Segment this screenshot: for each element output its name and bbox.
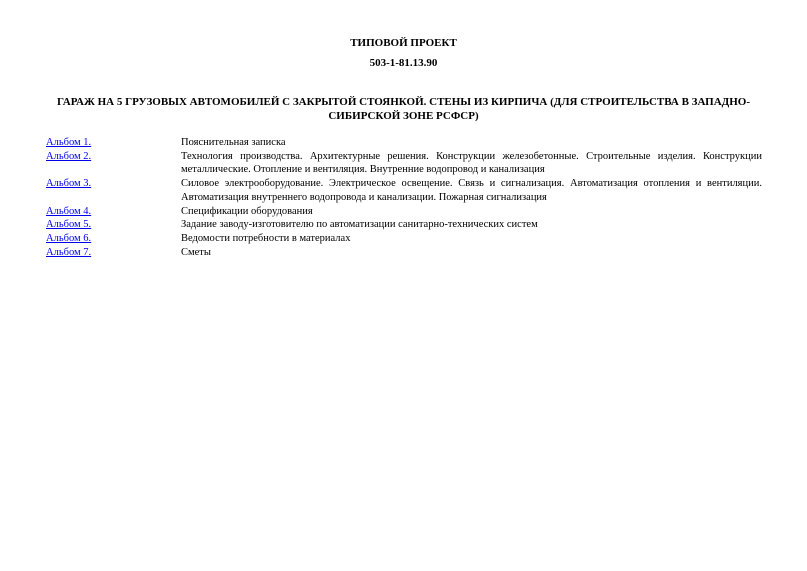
document-number: 503-1-81.13.90 [369, 57, 438, 69]
album-link-3[interactable]: Альбом 3. [46, 178, 92, 190]
document-title: ГАРАЖ НА 5 ГРУЗОВЫХ АВТОМОБИЛЕЙ С ЗАКРЫТОЙ СТОЯНКОЙ. СТЕНЫ ИЗ КИРПИЧА (ДЛЯ СТРОИТЕЛЬСТВА В ЗАПАДНО-СИБИРСКОЙ ЗОНЕ РСФСР) [56, 96, 751, 122]
album-row-7 [46, 246, 762, 260]
album-row-3 [46, 177, 762, 204]
album-row-1 [46, 136, 762, 150]
album-row-6 [46, 232, 762, 246]
album-link-7[interactable]: Альбом 7. [46, 246, 92, 258]
album-description-6: Ведомости потребности в материалах [181, 232, 351, 244]
document-type-heading: ТИПОВОЙ ПРОЕКТ [350, 37, 457, 49]
album-link-4[interactable]: Альбом 4. [46, 205, 92, 217]
album-link-1[interactable]: Альбом 1. [46, 137, 92, 148]
album-row-5 [46, 218, 762, 232]
album-list [46, 136, 762, 259]
album-description-2: Технология производства. Архитектурные решения. Конструкции железобетонные. Строительные изделия. Конструкции металлические. Отопление и вентиляция. Внутренние водопровод и канализация [181, 150, 762, 176]
album-description-7: Сметы [181, 246, 211, 258]
album-description-1: Пояснительная записка [181, 137, 286, 148]
album-link-6[interactable]: Альбом 6. [46, 232, 92, 244]
album-description-3: Силовое электрооборудование. Электрическое освещение. Связь и сигнализация. Автоматизация отопления и вентиляции. Автоматизация внутреннего водопровода и канализации. Пожарная сигнализация [181, 178, 762, 203]
album-description-4: Спецификации оборудования [181, 205, 313, 217]
album-link-5[interactable]: Альбом 5. [46, 219, 92, 231]
album-row-2 [46, 150, 762, 177]
album-link-2[interactable]: Альбом 2. [46, 150, 92, 162]
album-row-4 [46, 205, 762, 219]
album-description-5: Задание заводу-изготовителю по автоматизации санитарно-технических систем [181, 219, 538, 231]
